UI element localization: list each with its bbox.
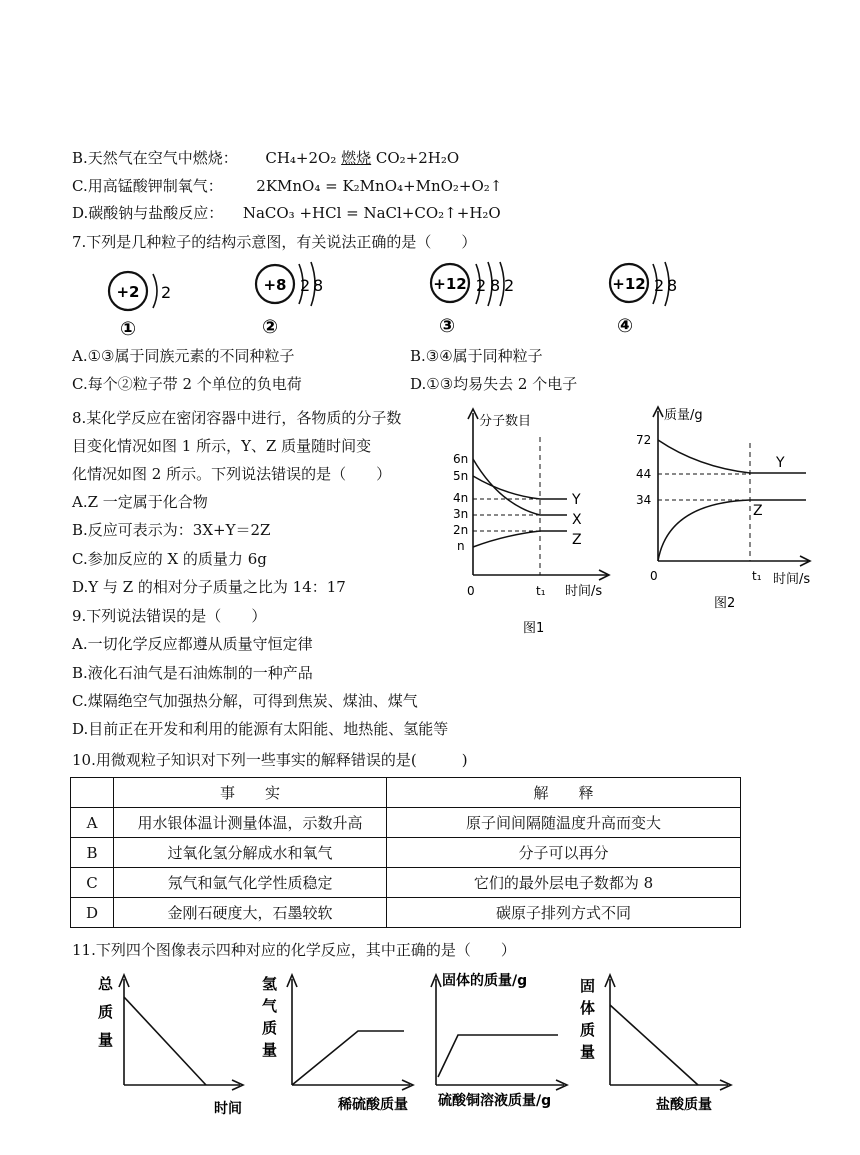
q8-figure-1 bbox=[445, 405, 625, 640]
table-row bbox=[71, 898, 741, 928]
particle-4 bbox=[610, 262, 677, 337]
particle-3-label: ③ bbox=[438, 315, 456, 337]
q6-b-label: B.天然气在空气中燃烧： bbox=[72, 149, 238, 167]
table-row-key: A bbox=[71, 808, 114, 838]
fig2-curve-z bbox=[658, 500, 806, 561]
q11-question: 11.下列四个图像表示四种对应的化学反应，其中正确的是（ ） bbox=[72, 941, 516, 959]
g1-ylabel-1: 总 bbox=[98, 975, 114, 993]
table-row-fact: 用水银体温计测量体温，示数升高 bbox=[114, 808, 387, 838]
g1-ylabel-3: 量 bbox=[98, 1031, 114, 1049]
fig2-series-z: Z bbox=[753, 503, 763, 519]
g2-ylabel-2: 气 bbox=[262, 997, 278, 1015]
q6-d-label: D.碳酸钠与盐酸反应： bbox=[72, 204, 224, 222]
q7-option-c: C.每个②粒子带 2 个单位的负电荷 bbox=[72, 375, 302, 393]
table-row bbox=[71, 868, 741, 898]
q9-option-c: C.煤隔绝空气加强热分解，可得到焦炭、煤油、煤气 bbox=[72, 692, 418, 710]
particle-2-nucleus: +8 bbox=[263, 276, 287, 294]
q8-option-d: D.Y 与 Z 的相对分子质量之比为 14：17 bbox=[72, 578, 346, 596]
g2-ylabel-3: 质 bbox=[262, 1019, 278, 1037]
table-row-key: D bbox=[71, 898, 114, 928]
g3-xlabel: 硫酸铜溶液质量/g bbox=[438, 1093, 552, 1109]
q8-option-c: C.参加反应的 X 的质量力 6g bbox=[72, 550, 267, 568]
particle-1-shell-1: 2 bbox=[161, 283, 172, 302]
table-header-row bbox=[71, 778, 741, 808]
g2-ylabel-4: 量 bbox=[262, 1041, 278, 1059]
fig2-tick-34: 34 bbox=[636, 493, 652, 507]
fig1-origin: 0 bbox=[467, 584, 475, 598]
q6-b-products: CO₂+2H₂O bbox=[371, 149, 460, 167]
q6-c-equation: 2KMnO₄ = K₂MnO₄+MnO₂+O₂↑ bbox=[256, 177, 503, 195]
g4-xlabel: 盐酸质量 bbox=[656, 1097, 712, 1113]
q8-option-b: B.反应可表示为：3X+Y＝2Z bbox=[72, 521, 271, 539]
fig1-ylabel: 分子数目 bbox=[479, 414, 532, 429]
particle-2-label: ② bbox=[261, 316, 279, 338]
g2-xlabel: 稀硫酸质量 bbox=[338, 1097, 408, 1113]
particle-3 bbox=[431, 262, 514, 337]
g1-xlabel: 时间 bbox=[214, 1101, 242, 1117]
particle-4-label: ④ bbox=[616, 315, 634, 337]
q9-option-a: A.一切化学反应都遵从质量守恒定律 bbox=[72, 635, 313, 653]
fig1-tick-n: n bbox=[457, 539, 465, 553]
table-row-explanation: 原子间间隔随温度升高而变大 bbox=[387, 808, 741, 838]
q9-option-b: B.液化石油气是石油炼制的一种产品 bbox=[72, 664, 313, 682]
q6-option-d bbox=[72, 203, 501, 223]
fig2-origin: 0 bbox=[650, 569, 658, 583]
q6-b-equation: CH₄+2O₂ bbox=[265, 149, 342, 167]
particle-3-shell-2: 8 bbox=[490, 276, 501, 295]
q10-table bbox=[70, 777, 741, 928]
fig1-series-x: X bbox=[572, 512, 582, 528]
q9-option-d: D.目前正在开发和利用的能源有太阳能、地热能、氢能等 bbox=[72, 720, 449, 738]
q6-option-b bbox=[72, 148, 459, 168]
fig2-caption: 图2 bbox=[714, 596, 736, 611]
q8-question-line-3: 化情况如图 2 所示。下列说法错误的是（ ） bbox=[72, 465, 392, 483]
particle-1 bbox=[109, 272, 171, 340]
particle-1-label: ① bbox=[119, 318, 137, 340]
q6-d-equation: NaCO₃ +HCl = NaCl+CO₂↑+H₂O bbox=[242, 204, 501, 222]
q7-particle-diagrams bbox=[95, 258, 715, 340]
fig1-tick-2n: 2n bbox=[453, 523, 469, 537]
fig1-curve-x bbox=[473, 459, 567, 515]
g2-ylabel-1: 氢 bbox=[262, 975, 278, 993]
g4-ylabel-1: 固 bbox=[580, 977, 596, 995]
particle-4-nucleus: +12 bbox=[612, 275, 646, 293]
table-row-fact: 氖气和氩气化学性质稳定 bbox=[114, 868, 387, 898]
fig2-series-y: Y bbox=[776, 455, 785, 471]
particle-3-shell-1: 2 bbox=[476, 276, 487, 295]
table-row-fact: 过氧化氢分解成水和氧气 bbox=[114, 838, 387, 868]
particle-2-shell-2: 8 bbox=[313, 276, 324, 295]
q11-graph-3 bbox=[431, 972, 567, 1109]
fig2-xlabel: 时间/s bbox=[773, 572, 811, 587]
q9-question: 9.下列说法错误的是（ ） bbox=[72, 607, 267, 625]
q8-question-line-2: 目变化情况如图 1 所示，Y、Z 质量随时间变 bbox=[72, 437, 372, 455]
q6-b-condition: 燃烧 bbox=[341, 149, 372, 167]
q10-question: 10.用微观粒子知识对下列一些事实的解释错误的是( ) bbox=[72, 751, 468, 769]
particle-3-nucleus: +12 bbox=[433, 275, 467, 293]
table-row bbox=[71, 838, 741, 868]
q8-option-a: A.Z 一定属于化合物 bbox=[72, 493, 208, 511]
fig1-series-z: Z bbox=[572, 532, 582, 548]
fig2-tick-44: 44 bbox=[636, 467, 652, 481]
fig1-tick-6n: 6n bbox=[453, 452, 469, 466]
q7-option-b: B.③④属于同种粒子 bbox=[410, 347, 543, 365]
q7-question: 7.下列是几种粒子的结构示意图，有关说法正确的是（ ） bbox=[72, 233, 477, 251]
q6-option-c bbox=[72, 176, 502, 196]
q11-graph-4 bbox=[580, 975, 731, 1113]
g4-ylabel-4: 量 bbox=[580, 1043, 596, 1061]
fig1-curve-z bbox=[473, 531, 567, 547]
fig2-ylabel: 质量/g bbox=[664, 408, 703, 423]
q7-option-d: D.①③均易失去 2 个电子 bbox=[410, 375, 578, 393]
particle-2 bbox=[256, 262, 323, 338]
fig1-t1: t₁ bbox=[536, 584, 546, 598]
fig1-xlabel: 时间/s bbox=[565, 584, 603, 599]
q11-graph-1 bbox=[98, 975, 243, 1117]
table-row-explanation: 碳原子排列方式不同 bbox=[387, 898, 741, 928]
table-header-explanation: 解 释 bbox=[387, 778, 741, 808]
table-row bbox=[71, 808, 741, 838]
q7-option-a: A.①③属于同族元素的不同种粒子 bbox=[72, 347, 295, 365]
particle-3-shell-3: 2 bbox=[504, 276, 515, 295]
table-header-fact: 事 实 bbox=[114, 778, 387, 808]
fig1-tick-5n: 5n bbox=[453, 469, 469, 483]
table-row-explanation: 它们的最外层电子数都为 8 bbox=[387, 868, 741, 898]
fig1-caption: 图1 bbox=[523, 621, 545, 636]
q6-c-label: C.用高锰酸钾制氧气： bbox=[72, 177, 223, 195]
particle-4-shell-2: 8 bbox=[667, 276, 678, 295]
g4-ylabel-2: 体 bbox=[580, 999, 596, 1017]
q11-graph-2 bbox=[262, 975, 413, 1113]
g4-ylabel-3: 质 bbox=[580, 1021, 596, 1039]
particle-4-shell-1: 2 bbox=[654, 276, 665, 295]
fig1-series-y: Y bbox=[572, 492, 581, 508]
q8-question-line-1: 8.某化学反应在密闭容器中进行，各物质的分子数 bbox=[72, 409, 402, 427]
table-header-blank bbox=[71, 778, 114, 808]
q11-graphs bbox=[80, 965, 820, 1125]
g3-ylabel: 固体的质量/g bbox=[442, 973, 528, 989]
q8-figure-2 bbox=[628, 403, 828, 638]
fig1-tick-4n: 4n bbox=[453, 491, 469, 505]
particle-2-shell-1: 2 bbox=[300, 276, 311, 295]
g1-ylabel-2: 质 bbox=[98, 1003, 114, 1021]
table-row-key: C bbox=[71, 868, 114, 898]
fig1-tick-3n: 3n bbox=[453, 507, 469, 521]
fig2-t1: t₁ bbox=[752, 569, 762, 583]
particle-1-nucleus: +2 bbox=[116, 283, 140, 301]
table-row-fact: 金刚石硬度大，石墨较软 bbox=[114, 898, 387, 928]
table-row-key: B bbox=[71, 838, 114, 868]
table-row-explanation: 分子可以再分 bbox=[387, 838, 741, 868]
fig2-tick-72: 72 bbox=[636, 433, 652, 447]
